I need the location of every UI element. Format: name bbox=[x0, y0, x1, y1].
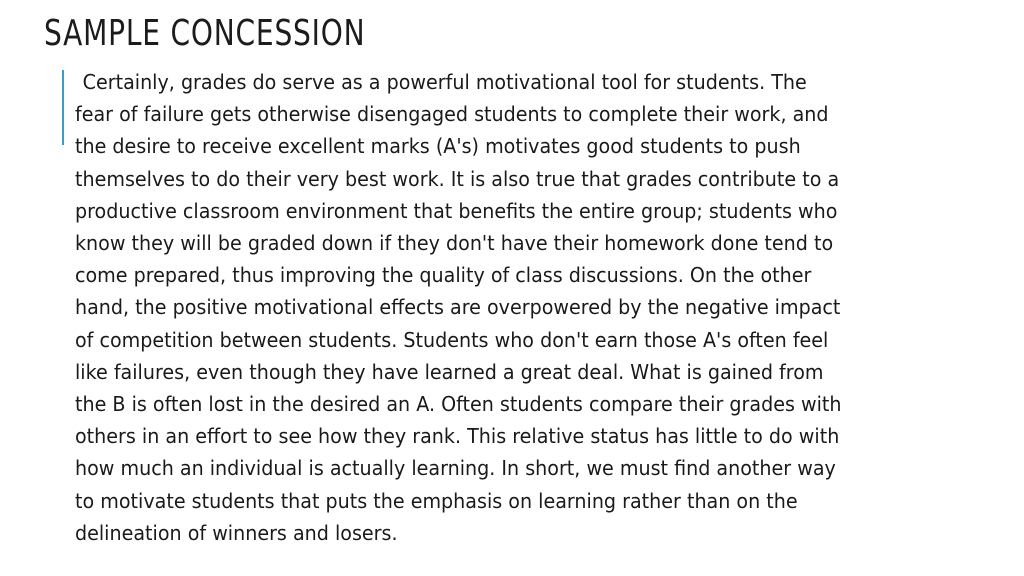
paragraph-line: delineation of winners and losers. bbox=[75, 520, 398, 545]
paragraph-line: hand, the positive motivational effects are overpowered by the negative impact bbox=[75, 295, 841, 320]
paragraph-line: of competition between students. Students who don't earn those A's often feel bbox=[75, 327, 829, 352]
body-paragraph bbox=[75, 66, 1020, 549]
paragraph-line: productive classroom environment that benefits the entire group; students who bbox=[75, 198, 838, 223]
paragraph-line: come prepared, thus improving the quality of class discussions. On the other bbox=[75, 263, 812, 288]
slide-title: SAMPLE CONCESSION bbox=[44, 13, 366, 54]
paragraph-line: know they will be graded down if they don't have their homework done tend to bbox=[75, 231, 834, 256]
accent-bar bbox=[62, 70, 64, 145]
paragraph-line: how much an individual is actually learning. In short, we must find another way bbox=[75, 456, 836, 481]
paragraph-line: Certainly, grades do serve as a powerful motivational tool for students. The bbox=[82, 70, 807, 94]
paragraph-line: others in an effort to see how they rank. This relative status has little to do with bbox=[75, 424, 840, 449]
paragraph-line: fear of failure gets otherwise disengaged students to complete their work, and bbox=[75, 102, 829, 127]
paragraph-line: the B is often lost in the desired an A. Often students compare their grades with bbox=[75, 392, 842, 417]
paragraph-line: like failures, even though they have learned a great deal. What is gained from bbox=[75, 359, 824, 384]
paragraph-line: to motivate students that puts the emphasis on learning rather than on the bbox=[75, 488, 798, 513]
paragraph-line: the desire to receive excellent marks (A's) motivates good students to push bbox=[75, 134, 801, 159]
paragraph-line: themselves to do their very best work. It is also true that grades contribute to a bbox=[75, 166, 840, 191]
